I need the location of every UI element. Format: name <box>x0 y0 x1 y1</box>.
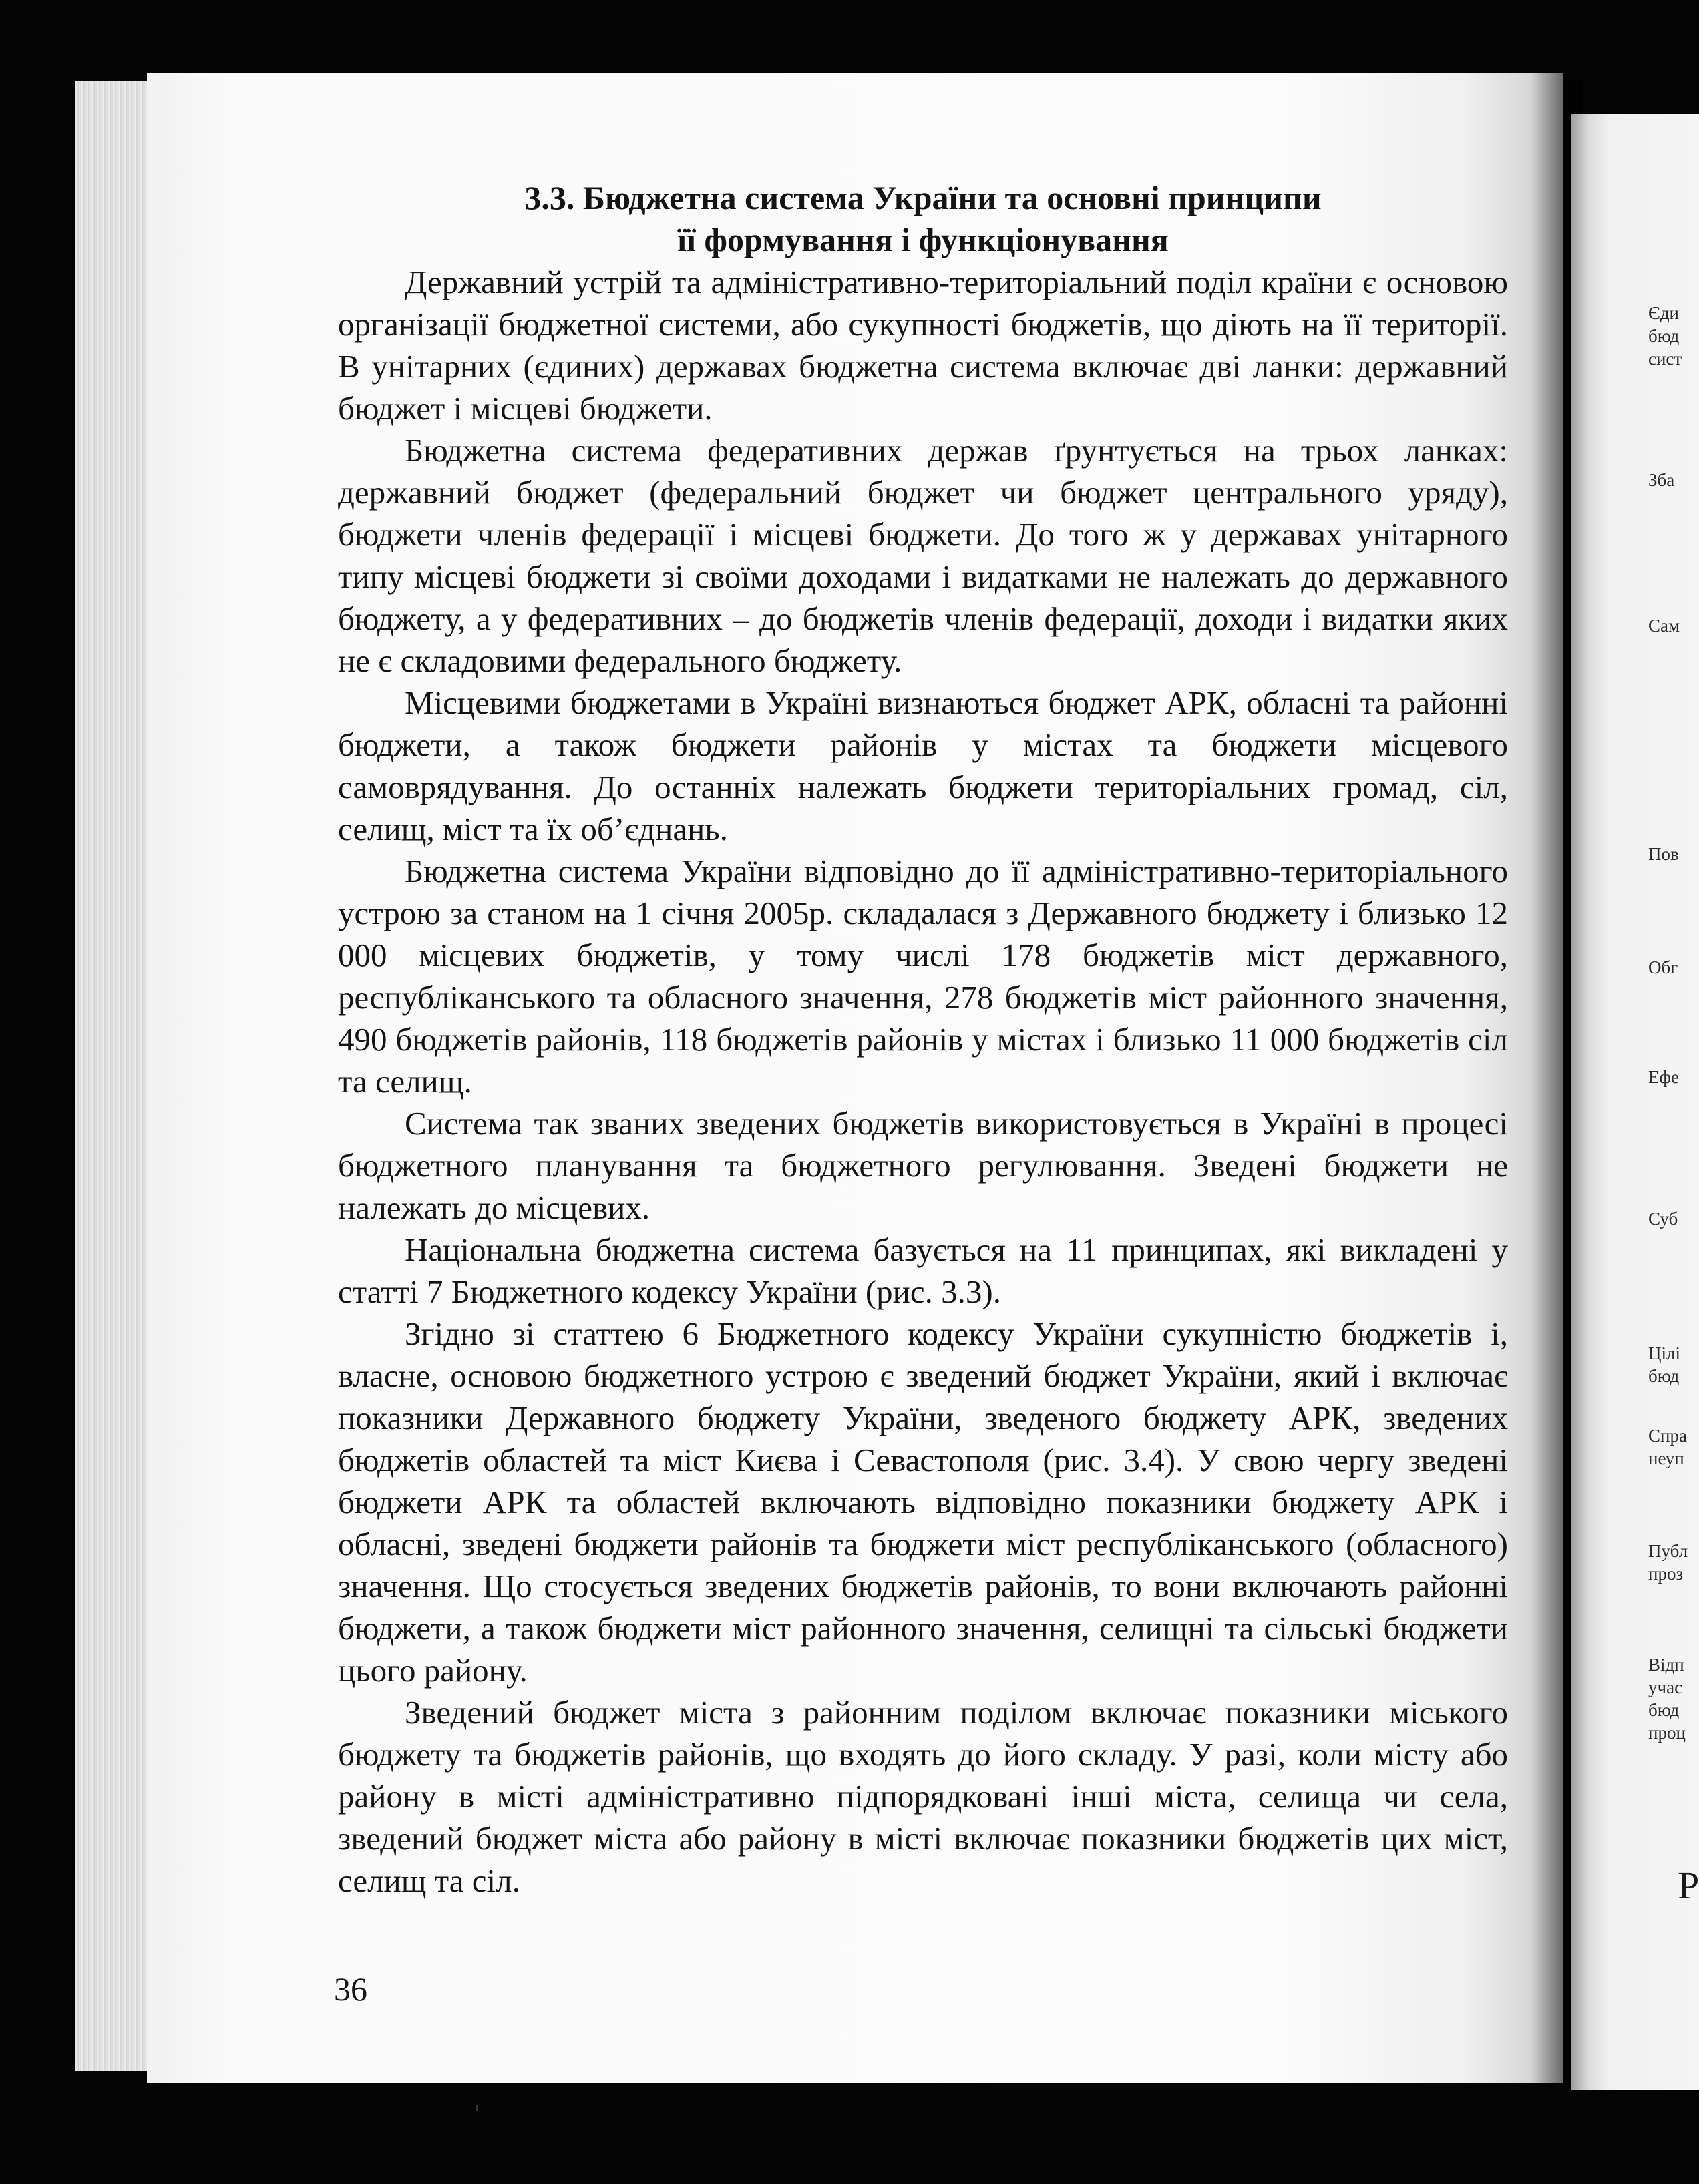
paragraph: Система так званих зведених бюджетів використовується в Україні в процесі бюджетного планування та бюджетного регулювання. Зведені бюджети не належать до місцевих. <box>338 1105 1508 1226</box>
facing-page-fragment: Відп учас бюд проц <box>1648 1655 1686 1743</box>
section-heading-line-1: 3.3. Бюджетна система України та основні принципи <box>524 179 1322 216</box>
page-number: 36 <box>334 1970 367 2008</box>
paragraph: Місцевими бюджетами в Україні визнаються бюджет АРК, обласні та районні бюджети, а також бюджети районів у містах та бюджети місцевого самоврядування. До останніх належать бюджети територіальних громад, сіл, селищ, міст та їх об’єднань. <box>338 684 1508 847</box>
paragraph: Державний устрій та адміністративно-територіальний поділ країни є основою організації бюджетної системи, або сукупності бюджетів, що діють на її території. В унітарних (єдиних) державах бюджетна система включає дві ланки: державний бюджет і місцеві бюджети. <box>338 264 1508 427</box>
paragraph: Бюджетна система України відповідно до її адміністративно-територіального устрою за станом на 1 січня 2005р. складалася з Державного бюджету і близько 12 000 місцевих бюджетів, у тому числі 178 бюджетів міст державного, республіканського та обласного значення, 278 бюджетів міст районного значення, 490 бюджетів районів, 118 бюджетів районів у містах і близько 11 000 бюджетів сіл та селищ. <box>338 853 1508 1100</box>
dust-speck <box>476 2105 478 2111</box>
facing-page-fragment: Спра неуп <box>1648 1426 1687 1468</box>
facing-page-fragment: Суб <box>1648 1209 1678 1229</box>
facing-page-fragment: Цілі бюд <box>1648 1343 1680 1386</box>
facing-page-fragment: Пов <box>1648 844 1679 864</box>
facing-page-fragment: Обг <box>1648 957 1678 977</box>
right-page <box>1571 114 1699 2090</box>
facing-page-letter: Р <box>1678 1864 1699 1907</box>
facing-page-fragment: Публ проз <box>1648 1541 1688 1584</box>
facing-page-fragment: Зба <box>1648 470 1675 490</box>
paragraph: Національна бюджетна система базується на 11 принципах, які викладені у статті 7 Бюджетного кодексу України (рис. 3.3). <box>338 1231 1508 1310</box>
facing-page-fragment: Єди бюд сист <box>1648 303 1682 369</box>
facing-page-fragment: Ефе <box>1648 1067 1679 1087</box>
paragraph: Зведений бюджет міста з районним поділом включає показники міського бюджету та бюджетів районів, що входять до його складу. У разі, коли місту або району в місті адміністративно підпорядковані інші міста, селища чи села, зведений бюджет міста або району в місті включає показники бюджетів цих міст, селищ та сіл. <box>338 1694 1508 1899</box>
section-heading-line-2: її формування і функціонування <box>677 221 1169 258</box>
paragraph: Бюджетна система федеративних держав ґрунтується на трьох ланках: державний бюджет (федеральний бюджет чи бюджет центрального уряду), бюджети членів федерації і місцеві бюджети. До того ж у державах унітарного типу місцеві бюджети зі своїми доходами і видатками не належать до державного бюджету, а у федеративних – до бюджетів членів федерації, доходи і видатки яких не є складовими федерального бюджету. <box>338 432 1508 679</box>
page-text <box>338 177 1508 1902</box>
paragraph: Згідно зі статтею 6 Бюджетного кодексу України сукупністю бюджетів і, власне, основою бюджетного устрою є зведений бюджет України, який і включає показники Державного бюджету України, зведеного бюджету АРК, зведених бюджетів областей та міст Києва і Севастополя (рис. 3.4). У свою чергу зведені бюджети АРК та областей включають відповідно показники бюджету АРК і обласні, зведені бюджети районів та бюджети міст республіканського (обласного) значення. Що стосується зведених бюджетів районів, то вони включають районні бюджети, а також бюджети міст районного значення, селищні та сільські бюджети цього району. <box>338 1315 1508 1689</box>
facing-page-fragment: Сам <box>1648 616 1680 636</box>
